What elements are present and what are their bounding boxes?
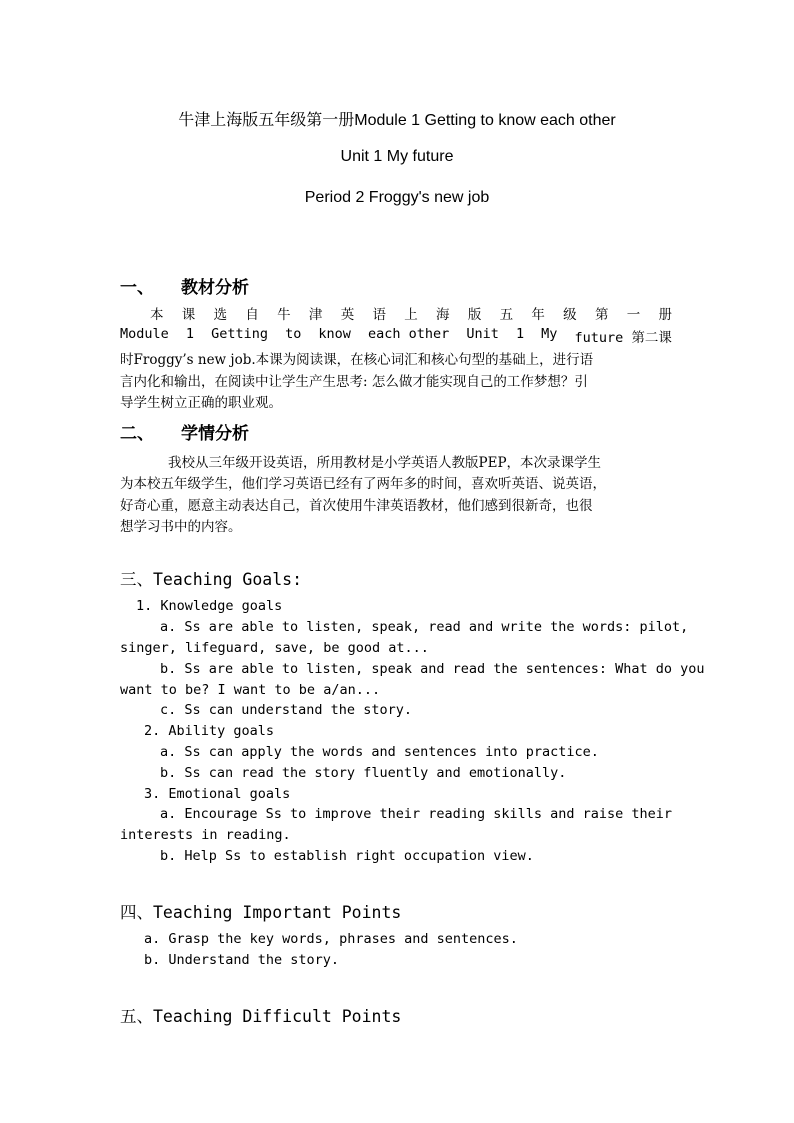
section2-paragraph-line2: 为本校五年级学生，他们学习英语已经有了两年多的时间，喜欢听英语、说英语， bbox=[120, 476, 606, 492]
section1-line1-word: 第 bbox=[594, 307, 609, 323]
section1-line2-word: Module bbox=[120, 326, 169, 342]
section1-line2-word: future 第二课 bbox=[574, 330, 672, 346]
section1-paragraph-line3: 时Froggy’s new job.本课为阅读课，在核心词汇和核心句型的基础上，进行语 bbox=[120, 352, 594, 368]
section1-line2-word: Unit bbox=[466, 326, 499, 342]
doc-subtitle-unit: Unit 1 My future bbox=[340, 148, 454, 165]
goal1-title: 1. Knowledge goals bbox=[136, 598, 283, 614]
section2-number: 二、 bbox=[120, 424, 154, 443]
section1-line2-word: know bbox=[318, 326, 351, 342]
section1-paragraph-line2 bbox=[120, 326, 672, 346]
goal1b-line1: b. Ss are able to listen, speak and read the sentences: What do you bbox=[160, 661, 705, 677]
section3-heading: 三、Teaching Goals: bbox=[120, 570, 303, 589]
section1-line1-word: 选 bbox=[213, 307, 228, 323]
section2-paragraph-line1: 我校从三年级开设英语，所用教材是小学英语人教版PEP，本次录课学生 bbox=[168, 455, 602, 471]
section1-line2-word: each other bbox=[368, 326, 450, 342]
section2-heading: 学情分析 bbox=[181, 424, 249, 443]
important-point-b: b. Understand the story. bbox=[144, 952, 340, 968]
goal2b: b. Ss can read the story fluently and emotionally. bbox=[160, 765, 567, 781]
goal3a-line1: a. Encourage Ss to improve their reading skills and raise their bbox=[160, 806, 673, 822]
section1-line2-word: My bbox=[541, 326, 558, 342]
goal2a: a. Ss can apply the words and sentences into practice. bbox=[160, 744, 599, 760]
goal1a-line2: singer, lifeguard, save, be good at... bbox=[120, 640, 429, 656]
goal1b-line2: want to be? I want to be a/an... bbox=[120, 682, 381, 698]
section2-paragraph-line4: 想学习书中的内容。 bbox=[120, 519, 242, 535]
section1-line1-word: 海 bbox=[436, 307, 450, 323]
section1-line1-word: 牛 bbox=[277, 307, 291, 323]
goal1c: c. Ss can understand the story. bbox=[160, 702, 412, 718]
section1-line1-word: 年 bbox=[531, 307, 545, 323]
important-point-a: a. Grasp the key words, phrases and sentences. bbox=[144, 931, 518, 947]
section1-line1-word: 自 bbox=[245, 307, 259, 323]
section1-line2-word: Getting bbox=[211, 326, 268, 342]
section1-line1-word: 一 bbox=[626, 307, 641, 323]
section5-heading: 五、Teaching Difficult Points bbox=[120, 1007, 402, 1026]
goal3b: b. Help Ss to establish right occupation view. bbox=[160, 848, 534, 864]
doc-title: 牛津上海版五年级第一册Module 1 Getting to know each other bbox=[178, 112, 616, 129]
section1-line1-word: 语 bbox=[372, 307, 386, 323]
section1-line1-word: 英 bbox=[340, 307, 355, 323]
section1-line2-word: to bbox=[285, 326, 302, 342]
goal3-title: 3. Emotional goals bbox=[144, 786, 291, 802]
goal2-title: 2. Ability goals bbox=[144, 723, 275, 739]
section1-line1-word: 上 bbox=[404, 307, 418, 323]
section1-paragraph-line5: 导学生树立正确的职业观。 bbox=[120, 395, 282, 411]
goal3a-line2: interests in reading. bbox=[120, 827, 291, 843]
section1-number: 一、 bbox=[120, 278, 154, 297]
doc-subtitle-period: Period 2 Froggy's new job bbox=[304, 189, 490, 206]
section1-line1-word: 版 bbox=[467, 307, 482, 323]
section1-line2-word: 1 bbox=[185, 326, 194, 342]
section1-line1-word: 本 bbox=[150, 307, 164, 323]
section1-line1-word: 册 bbox=[658, 307, 672, 323]
goal1a-line1: a. Ss are able to listen, speak, read and write the words: pilot, bbox=[160, 619, 689, 635]
section1-line1-word: 五 bbox=[499, 307, 514, 323]
section1-line1-word: 津 bbox=[308, 307, 323, 323]
section1-line1-word: 级 bbox=[563, 307, 577, 323]
section4-heading: 四、Teaching Important Points bbox=[120, 903, 402, 922]
section1-heading: 教材分析 bbox=[181, 278, 249, 297]
section1-line2-word: 1 bbox=[515, 326, 525, 342]
section1-line1-word: 课 bbox=[181, 307, 196, 323]
section1-paragraph-line1 bbox=[150, 303, 672, 323]
section2-paragraph-line3: 好奇心重，愿意主动表达自己，首次使用牛津英语教材，他们感到很新奇，也很 bbox=[120, 498, 593, 514]
section1-paragraph-line4: 言内化和输出，在阅读中让学生产生思考: 怎么做才能实现自己的工作梦想？引 bbox=[120, 374, 588, 390]
